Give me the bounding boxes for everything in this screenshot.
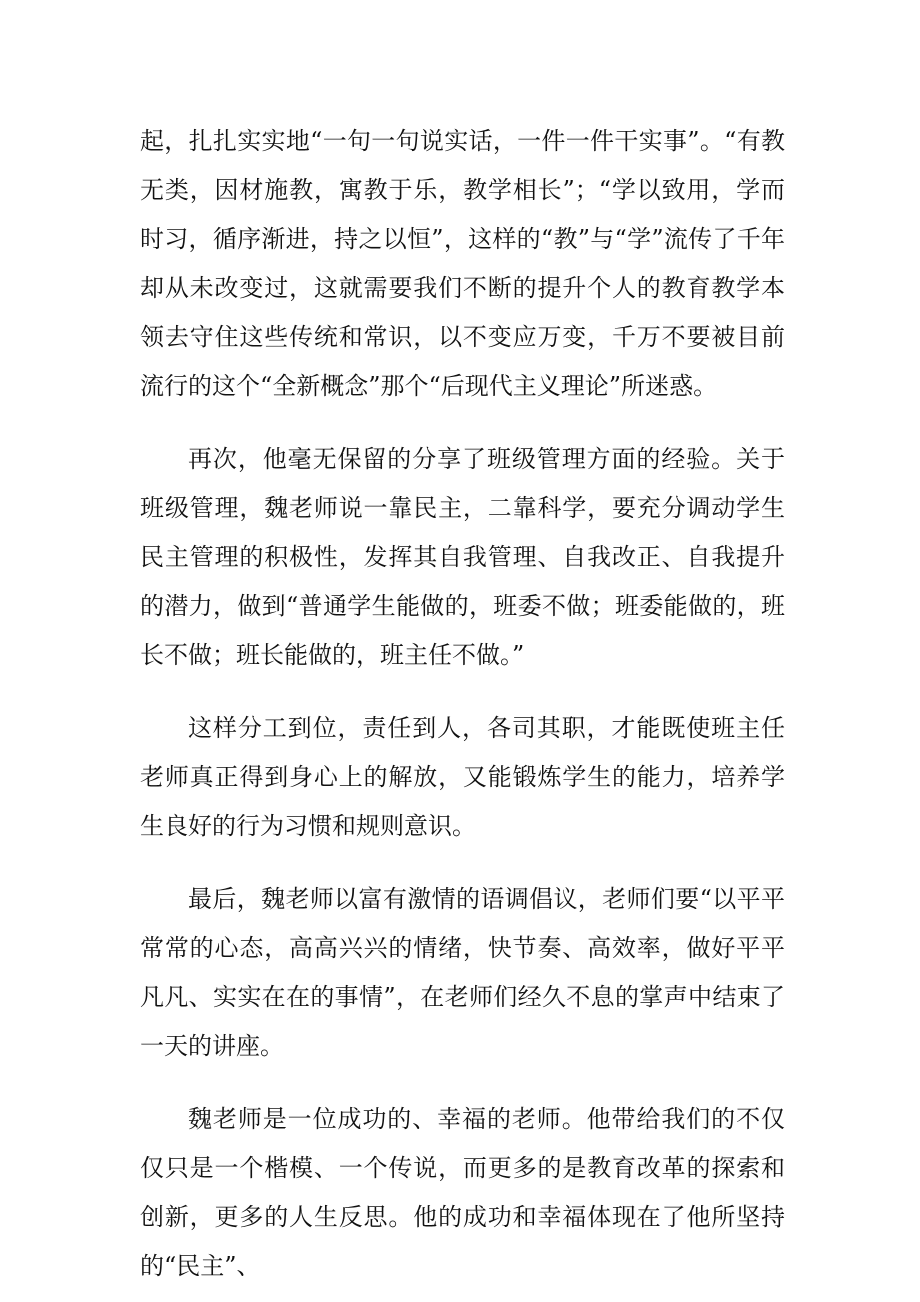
paragraph-reflection: 魏老师是一位成功的、幸福的老师。他带给我们的不仅仅只是一个楷模、一个传说，而更多的是教育改革的探索和创新，更多的人生反思。他的成功和幸福体现在了他所坚持的“民主”、: [140, 1105, 785, 1280]
document-body: [140, 117, 785, 1291]
paragraph-division-of-labor: 这样分工到位，责任到人，各司其职，才能既使班主任老师真正得到身心上的解放，又能锻炼学生的能力，培养学生良好的行为习惯和规则意识。: [140, 714, 785, 840]
paragraph-closing-proposal: 最后，魏老师以富有激情的语调倡议，老师们要“以平平常常的心态，高高兴兴的情绪，快节奏、高效率，做好平平凡凡、实实在在的事情”，在老师们经久不息的掌声中结束了一天的讲座。: [140, 885, 785, 1060]
paragraph-class-management: 再次，他毫无保留的分享了班级管理方面的经验。关于班级管理，魏老师说一靠民主，二靠科学，要充分调动学生民主管理的积极性，发挥其自我管理、自我改正、自我提升的潜力，做到“普通学生能做的，班委不做；班委能做的，班长不做；班长能做的，班主任不做。”: [140, 445, 785, 669]
paragraph-continued: 起，扎扎实实地“一句一句说实话，一件一件干实事”。“有教无类，因材施教，寓教于乐，教学相长”；“学以致用，学而时习，循序渐进，持之以恒”，这样的“教”与“学”流传了千年却从未改变过，这就需要我们不断的提升个人的教育教学本领去守住这些传统和常识，以不变应万变，千万不要被目前流行的这个“全新概念”那个“后现代主义理论”所迷惑。: [140, 127, 785, 400]
